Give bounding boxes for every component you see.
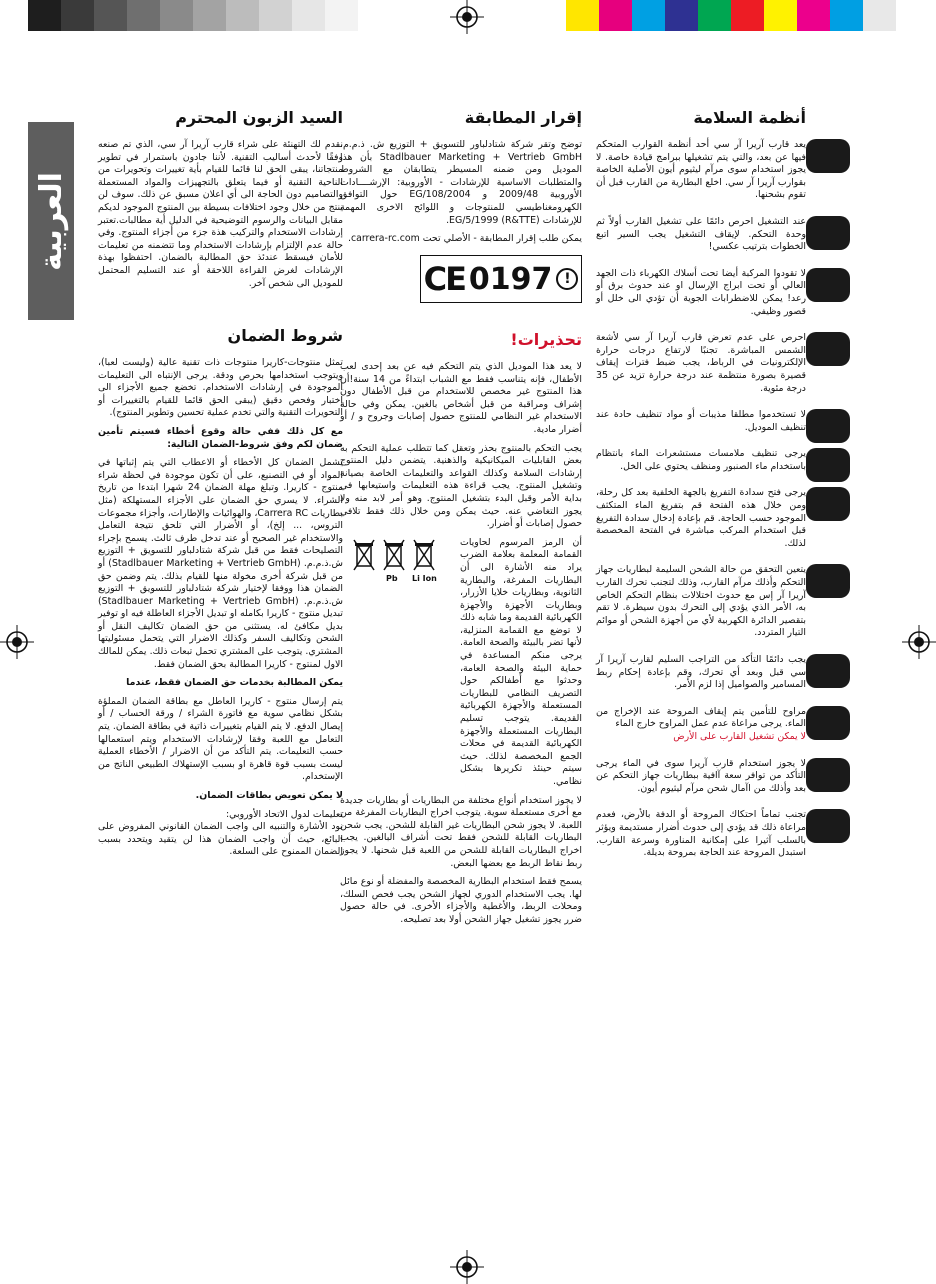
color-swatch xyxy=(61,0,94,31)
safety-bullet-icon xyxy=(806,268,850,302)
language-tab xyxy=(28,122,74,320)
color-swatch xyxy=(665,0,698,31)
safety-bullet-icon xyxy=(806,216,850,250)
safety-bullet-icon xyxy=(806,758,850,792)
crossed-bin-icon xyxy=(412,538,437,583)
warning-paragraph: لا يعد هذا الموديل الذي يتم التحكم فيه عن بعد إحدى لعب الأطفال، فإنه يتناسب فقط مع الشباب ابتداءً من 14 سنة!أن هذا المنتوج غير مخصص للاستخدام من قبل الأطفال دون إشراف ومراقبة من قبل أشخاص بالغين. يمكن وفي حالة الاستخدام غير النظامي للمنتوج حصول إصابات وجروح و / أو أضرار مادية. xyxy=(340,361,582,435)
color-swatch xyxy=(292,0,325,31)
color-swatch xyxy=(764,0,797,31)
color-swatch xyxy=(127,0,160,31)
crossed-bin-icon xyxy=(382,538,406,583)
alert-icon: ! xyxy=(556,268,578,290)
customer-text: نقدم لك التهنئة على شراء قارب آريرا آر سي، الذي تم صنعه وفقًا لأحدث أساليب التقنية. لأننا جادون باستمرار في تطوير منتجاتنا، يبقى الحق لنا قائما للقيام بأية تغييرات وتحويرات من الناحية التقنية أو فيما يتعلق بالتجهيزات والمواد المستعملة والتصاميم دون الحاجة الى أي اعلان مسبق عن ذلك. سوف لن ينتج من خلال وجود اختلافات بسيطة بين المنتوج الموجود لديكم مقابل البيانات والرسوم التوضيحية في الدليل أية مطالبات.تعتبر إرشادات الاستخدام والتركيب هذة جزء من أجزاء المنتوج. وفي حالة عدم الإلتزام بإرشادات الاستخدام وما تتضمنه من تعليمات للأمان فيسقط عندئذ حق المطالبة بالضمان. احتفظوا بهذة الإرشادات لغرض القراءة اللاحقة أو عند التسليم المحتمل للموديل الى شخص آخر. xyxy=(98,139,343,289)
safety-item xyxy=(596,564,806,640)
warranty-body-2: يتم إرسال منتوج - كاريرا العاطل مع بطاقة الضمان المملؤة بشكل نظامي سوية مع فاتورة الشراء / ورقة الحساب / أو إيصال الدفع. لا يتم القيام بتغييرات ذاتية في بطاقة الضمان. يتم التعامل مع اللعبة وفقا لإرشادات الاستخدام ويتم استعمالها حسب التعليمات. يتم التأكد من أن الاضرار / الأخطاء العملية ليست بسبب قوة قاهرة او بسبب الإستهلاك الطبيعي الناتج من الإستخدام. xyxy=(98,695,343,783)
safety-bullet-icon xyxy=(806,654,850,688)
safety-item xyxy=(596,706,806,744)
gray-color-bar xyxy=(28,0,358,31)
safety-item-text: مراوح للتأمين يتم إيقاف المروحة عند الإخراج من الماء. يرجى مراعاة عدم عمل المراوح خارج الماء xyxy=(596,705,806,730)
warnings-title: تحذيرات! xyxy=(510,330,582,349)
conformity-link: يمكن طلب إقرار المطابقة - الأصلي تحت carrera-rc.com. xyxy=(347,233,582,245)
safety-bullet-icon xyxy=(806,564,850,598)
safety-title: أنظمة السلامة xyxy=(693,108,806,127)
safety-item-text: يرجى فتح سدادة التفريغ بالجهة الخلفية بعد كل رحلة، ومن خلال هذه الفتحة قم بتفريغ الماء المتكثف الموجود حسب الحاجة. قم بإعادة إدخال سدادة التفريغ قبل استخدام المركب مباشرة في الفتحة المخصصة لذلك. xyxy=(596,487,806,549)
color-swatch xyxy=(325,0,358,31)
middle-column xyxy=(340,108,582,252)
color-swatch xyxy=(863,0,896,31)
safety-item xyxy=(596,409,806,434)
registration-mark-icon xyxy=(902,625,936,659)
color-swatch xyxy=(599,0,632,31)
safety-red-note: لا يمكن تشغيل القارب على الأرض xyxy=(673,730,806,742)
warning-paragraph: أن الرمز المرسوم لحاويات القمامة المعلمة بعلامة الضرب يراد منه الأشارة الى أن البطاريات المفرغة، والبطارية الثانوية، وبطاريات خلايا الأزرار، وبطاريات الأجهزة والأجهزة الكهربائية القديمة وما شابه ذلك لا توضع مع القمامة المنزلية، لأنها تضر بالبيئة والصحة العامة. يرجى منكم المساعدة في حماية البيئة والصحة العامة، وحدثوا مع أطفالكم حول التصريف النظامي للبطاريات المستعملة والأجهزة الكهربائية القديمة. يتوجب تسليم البطاريات المستعملة والأجهزة الكهربائية القديمة في محلات الجمع المخصصة لذلك. حيث سيتم حينئذ تكريرها بشكل نظامي. xyxy=(460,536,582,787)
conformity-title: إقرار المطابقة xyxy=(464,108,582,127)
safety-item-text: احرص على عدم تعرض قارب آريرا آر سي لأشعة الشمس المباشرة. تجنبًا لارتفاع درجات حرارة الإلكترونيات في الرباط، يجب ضبط فترات إيقاف قصيرة بصورة منتظمة عند درجة حرارة تزيد عن 35 درجة مئوية. xyxy=(596,332,806,394)
process-color-bar xyxy=(566,0,896,31)
safety-bullet-icon xyxy=(806,139,850,173)
registration-mark-icon xyxy=(450,0,484,34)
safety-item-text: لا تستخدموا مطلقا مذيبات أو مواد تنظيف حادة عند تنظيف الموديل. xyxy=(596,409,806,433)
safety-item-text: يجب دائمًا التأكد من التراجب السليم لقارب آريرا آر سي قبل وبعد أي تحرك، وقم بإعادة إحكام ربط المسامير والصواميل إذا لزم الأمر. xyxy=(596,654,806,691)
color-swatch xyxy=(797,0,830,31)
color-swatch xyxy=(226,0,259,31)
bin-label-li-ion: Li Ion xyxy=(412,574,437,583)
color-swatch xyxy=(698,0,731,31)
warranty-intro: تمثل منتوجات-كاريرا منتوجات ذات تقنية عالية (وليست لعبا)، ويتوجب استخدامها بحرص ودقة. يرجى الإنتباه الى التعليمات الموجودة في إرشادات الاستخدام. تخضع جميع الأجزاء الى إختبار وفحص دقيق (يبقى الحق قائما للقيام بالتغييرات أو التحويرات التقنية والتي تخدم عملية تحسين وتطوير المنتوج). xyxy=(98,357,343,419)
customer-title: السيد الزبون المحترم xyxy=(175,108,343,127)
warranty-eu-heading: تعليمات لدول الاتحاد الأوروبي: xyxy=(226,808,343,820)
color-swatch xyxy=(94,0,127,31)
safety-item-text: يرجى تنظيف ملامسات مستشعرات الماء بانتظام باستخدام ماء الصنبور ومنظف يحتوي على الخل. xyxy=(596,448,806,472)
left-column xyxy=(98,108,343,296)
warranty-title: شروط الضمان xyxy=(227,326,343,345)
safety-item xyxy=(596,332,806,395)
safety-item-text: تجنب تماماً احتكاك المروحة أو الدفة بالأرض، فعدم مراعاة ذلك قد يؤدي إلى حدوث أضرار مستديمة ويؤثر بالسلب آثيرا على إمكانية المناورة وسرعة القارب. استبدل المروحة عند الحاجة بمروحة بديلة. xyxy=(596,809,806,859)
disposal-icons xyxy=(352,538,464,584)
ce-number: 0197 xyxy=(468,261,553,297)
warranty-eu-text: نود الأشارة والتنبيه الى واجب الضمان القانوني المفروض على البائع، حيث أن واجب الضمان هذا لن يتقيد ويتحدد بسبب الضمان الممنوح على السلعة. xyxy=(98,821,343,858)
safety-item-text: يعد قارب آريرا آر سي أحد أنظمة القوارب المتحكم فيها عن بعد، والتي يتم تشغيلها ببرامج قيادة خاصة. لا يجوز استخدام سوى مرآم ليثيوم أيون الأصلية الخاصة بقوارب آريرا آر سي. اخلع البطارية من القارب قبل أن تقوم بشحنها. xyxy=(596,139,806,201)
ce-mark-icon: CE xyxy=(423,260,465,298)
safety-bullet-icon xyxy=(806,706,850,740)
warranty-heading-1: مع كل ذلك ففي حالة وقوع أخطاء فسيتم تأمين ضمان لكم وفق شروط-الضمان التالية: xyxy=(98,425,343,450)
color-swatch xyxy=(632,0,665,31)
safety-item xyxy=(596,654,806,692)
warning-paragraph: لا يجوز استخدام أنواع مختلفة من البطاريات أو بطاريات جديدة مع أخرى مستعملة سوية. يتوجب اخراج البطاريات المفرغة من اللعبة. لا يجوز شحن البطاريات غير القابلة للشحن. يجب شحن البطاريات القابلة للشحن فقط تحت أشراف البالغين. يجب اخراج البطاريات القابلة للشحن من اللعبة قبل شحنها. لا يجوز ربط نقاط الربط مع بعضها البعض. xyxy=(340,794,582,869)
safety-item-text: عند التشغيل احرص دائمًا على تشغيل القارب أولاً ثم وحدة التحكم. لإيقاف التشغيل يجب السير اتبع الخطوات بترتيب عكسي! xyxy=(596,215,806,253)
safety-item-text: لا تقودوا المركبة أيضا تحت أسلاك الكهرباء ذات الجهد العالي أو تحت ابراج الإرسال او عند حدوث برق أو رعد! يمكن للاضطرابات الجوية أن تؤدي الى خلل أو قصور وظيفي. xyxy=(596,267,806,317)
safety-bullet-icon xyxy=(806,409,850,443)
warning-paragraph: يسمح فقط استخدام البطارية المخصصة والمفضلة أو نوع مائل لها. يجب الاستخدام الدوري لجهاز الشحن يجب فحص السلك، ومحلات الربط، والأغطية والأجزاء الأخرى. في حالة حصول ضرر يجوز تشغيل جهاز الشحن أولا بعد تصليحه. xyxy=(340,876,582,925)
color-swatch xyxy=(193,0,226,31)
warnings-section xyxy=(340,330,582,933)
safety-column xyxy=(596,108,806,874)
safety-item xyxy=(596,758,806,796)
warranty-body-1: يشمل الضمان كل الأخطاء أو الاعطاب التي يتم إثباتها في المواد أو في التصنيع، على أن تكون موجودة في لحظة شراء منتوج - كاريرا. وتبلغ مهلة الضمان 24 شهرا ابتدءا من تاريخ الشراء. لا يسري حق الضمان على الأجزاء المستهلكة (مثل بطاريات Carrera RC، والهوائيات والإطارات، وأجزاء مجموعات التروس، ... إلخ)، أو الأضرار التي تلحق نتيجة التعامل والاستخدام غير الصحيح أو عند تدخل طرف ثالث. يسمح بإجراء التصليحات فقط من قبل شركة شتادلباور للتسويق + التوزيع ش.ذ.م.م. (Stadlbauer Marketing + Vertrieb GmbH) أو من قبل شركة أخرى مخولة منها للقيام بذلك. يتم وضمن حق الضمان هذا ووفقا لإختيار شركة شتادلباور للتسويق + التوزيع ش.ذ.م.م. (Stadlbauer Marketing + Vertrieb GmbH) تبديل منتوج - كاريرا بكامله او تبديل الأجزاء العاطلة فيه او توفير بديل مكافئ له. يستثنى من حق الضمان تكاليف النقل أو الشحن وتكاليف السفر وكذلك الاضرار التي يتحمل مسئوليتها المشتري. يتوجب على المشتري تحمل تبعات ذلك. يمكن للمالك الاول لمنتوج - كاريرا المطالبة بحق الضمان فقط. xyxy=(98,457,343,670)
registration-mark-icon xyxy=(450,1250,484,1284)
safety-item xyxy=(596,448,806,473)
color-swatch xyxy=(160,0,193,31)
safety-item xyxy=(596,139,806,202)
safety-item xyxy=(596,216,806,254)
safety-item xyxy=(596,268,806,318)
safety-list xyxy=(596,139,806,860)
color-swatch xyxy=(28,0,61,31)
safety-item xyxy=(596,487,806,550)
warning-paragraph: يجب التحكم بالمنتوج بحذر وتعقل كما تتطلب عملية التحكم به بعض القابليات الميكانيكية والذهنية. يتضمن دليل المنتوج إرشادات السلامة وكذلك القواعد والتعليمات الخاصة بصيانة وتشغيل المنتوج. يجب قراءة هذه التعليمات واستيعابها في بداية الأمر وقبل البدء بتشغيل المنتوج. وهو أمر لابد منه ولا يجوز التغاضي عنه. حيث يمكن ومن خلال ذلك فقط تلافي حصول إصابات أو أضرار. xyxy=(340,442,582,530)
color-swatch xyxy=(731,0,764,31)
ce-marking xyxy=(420,255,582,303)
bin-label-pb: Pb xyxy=(386,574,398,583)
safety-bullet-icon xyxy=(806,809,850,843)
color-swatch xyxy=(566,0,599,31)
warranty-heading-2: يمكن المطالبة بخدمات حق الضمان فقط، عندما xyxy=(126,677,343,689)
safety-item xyxy=(596,809,806,859)
safety-item-text: يتعين التحقق من حالة الشحن السليمة لبطاريات جهاز التحكم وأذلك مرآم القارب، وذلك لتجنب تحرك القارب آريرا آر إس مع حدوث اختلالات بنظام التحكم الخاص به، الأمر الذي يؤدي إلى التحرك بدون سيطرة. لا تقم بتقصير الدائرة الكهربية لأي من أجهزة الشحن أو موائم التيار المتردد. xyxy=(596,564,806,639)
registration-mark-icon xyxy=(0,625,34,659)
color-swatch xyxy=(830,0,863,31)
conformity-text: توضح وتقر شركة شتادلباور للتسويق + التوزيع ش. ذ.م.م. Stadlbauer Marketing + Vertrieb GmbH بأن هذا الموديل ومن ضمنه المسيطر يتطابقان مع الشروط والمتطلبات الاساسية للإرشادات - الأوروبية: الإرشــــادات الأوروبية 2009/48 و EG/108/2004 حول التوافق الكهرومغناطيسي للمنتوجات و اللوائح الاخرى المهمة للإرشادات EG/5/1999 (R&TTE). xyxy=(340,139,583,226)
warranty-section xyxy=(98,326,343,865)
warranty-no-replacement: لا يمكن تعويض بطاقات الضمان. xyxy=(195,790,343,801)
language-label: العربية xyxy=(33,171,69,271)
safety-item-text: لا يجوز استخدام قارب آريرا سوى في الماء يرجى التأكد من توافر سعة آافية ببطاريات جهاز التحكم عن بعد وأذلك من اآمال شحن مرآم ليثيوم أيون. xyxy=(596,757,806,794)
safety-bullet-icon xyxy=(806,448,850,482)
safety-bullet-icon xyxy=(806,332,850,366)
color-swatch xyxy=(259,0,292,31)
safety-bullet-icon xyxy=(806,487,850,521)
crossed-bin-icon xyxy=(352,538,376,578)
